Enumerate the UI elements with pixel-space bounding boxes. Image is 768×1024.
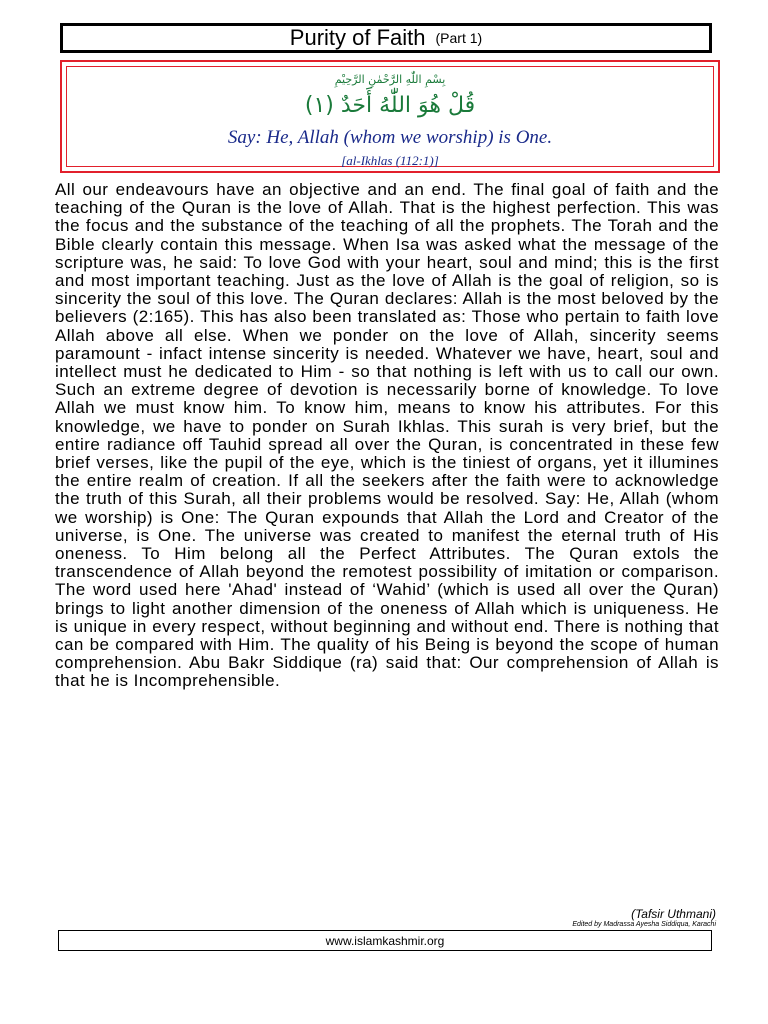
- footer-box: [58, 930, 712, 951]
- website-link[interactable]: www.islamkashmir.org: [325, 933, 445, 948]
- editor-credit: Edited by Madrassa Ayesha Siddiqua, Karachi: [572, 921, 716, 928]
- title-box: [60, 23, 712, 53]
- source-citation: (Tafsir Uthmani): [631, 907, 716, 921]
- arabic-verse: قُلْ هُوَ اللّٰهُ أَحَدٌ (١): [304, 93, 476, 118]
- page-title: Purity of Faith: [289, 25, 426, 50]
- verse-translation: Say: He, Allah (whom we worship) is One.: [227, 127, 553, 148]
- part-label: (Part 1): [435, 30, 483, 46]
- verse-reference: [al-Ikhlas (112:1)]: [341, 153, 439, 168]
- verse-frame: [60, 60, 720, 173]
- body-text: All our endeavours have an objective and an end. The final goal of faith and the teaching of the Quran is the love of Allah. That is the highest perfection. This was the focus and the substance of the teaching of all the prophets. The Torah and the Bible clearly contain this message. When Isa was asked what the message of the scripture was, he said: To love God with your heart, soul and mind; this is the first and most important teaching. Just as the love of Allah is the goal of religion, so is sincerity the soul of this love. The Quran declares: Allah is the most beloved by the believers (2:165). This has also been translated as: Those who pertain to faith love Allah above all else. When we ponder on the love of Allah, sincerity seems paramount - infact intense sincerity is needed. Whatever we have, heart, soul and intellect must he dedicated to Him - so that nothing is left with us to call our own. Such an extreme degree of devotion is necessarily borne of knowledge. To love Allah we must know him. To know him, means to know his attributes. For this knowledge, we have to ponder on Surah Ikhlas. This surah is very brief, but the entire radiance off Tauhid spread all over the Quran, is concentrated in these few brief verses, like the pupil of the eye, which is the tiniest of organs, yet it illumines the entire realm of creation. If all the seekers after the faith were to acknowledge the truth of this Surah, all their problems would be resolved. Say: He, Allah (whom we worship) is One: The Quran expounds that Allah the Lord and Creator of the universe, is One. The universe was created to manifest the eternal truth of His oneness. To Him belong all the Perfect Attributes. The Quran extols the transcendence of Allah beyond the remotest possibility of imitation or comparison. The word used here 'Ahad' instead of ‘Wahid’ (which is used all over the Quran) brings to light another dimension of the oneness of Allah which is uniqueness. He is unique in every respect, without beginning and without end. There is nothing that can be compared with Him. The quality of his Being is beyond the scope of human comprehension. Abu Bakr Siddique (ra) said that: Our comprehension of Allah is that he is Incomprehensible.: [55, 180, 719, 691]
- verse-inner-frame: [66, 66, 714, 167]
- basmala: بِسْمِ اللّٰهِ الرَّحْمٰنِ الرَّحِيْمِ: [334, 73, 446, 86]
